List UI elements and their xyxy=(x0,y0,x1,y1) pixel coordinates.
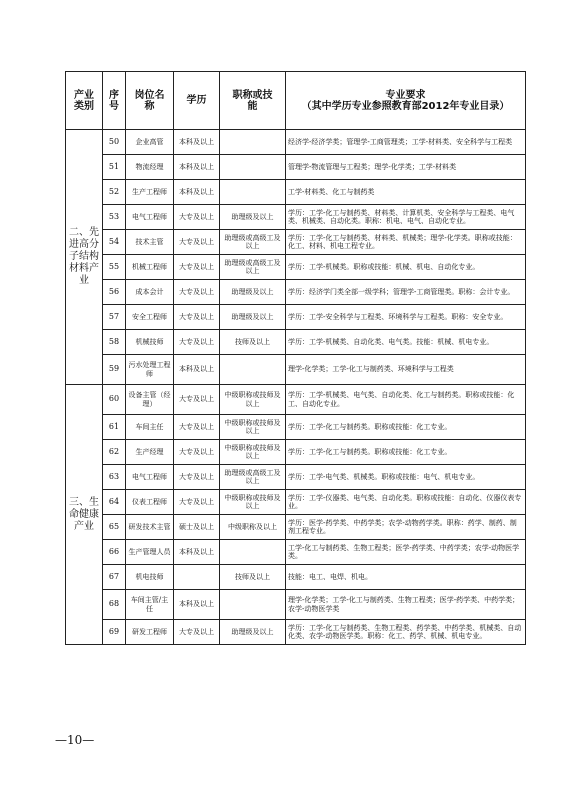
seq-cell: 68 xyxy=(103,590,126,620)
post-cell: 机械技师 xyxy=(126,330,174,355)
seq-cell: 65 xyxy=(103,515,126,540)
seq-cell: 56 xyxy=(103,280,126,305)
table-row xyxy=(66,440,526,465)
header-requirements xyxy=(286,72,526,130)
title-cell xyxy=(220,590,286,620)
requirements-cell: 学历：工学-电气类、机械类。职称或技能：电气、机电专业。 xyxy=(286,465,526,490)
requirements-cell: 技能：电工、电焊、机电。 xyxy=(286,565,526,590)
seq-cell: 52 xyxy=(103,180,126,205)
requirements-cell: 经济学-经济学类；管理学-工商管理类；工学-材料类、安全科学与工程类 xyxy=(286,130,526,155)
edu-cell: 本科及以上 xyxy=(174,590,220,620)
title-cell: 助理级及以上 xyxy=(220,205,286,230)
requirements-cell: 学历：工学-仪器类、电气类、自动化类。职称或技能：自动化、仪器仪表专业。 xyxy=(286,490,526,515)
seq-cell: 60 xyxy=(103,385,126,415)
title-cell: 中级职称或技师及以上 xyxy=(220,490,286,515)
title-cell: 技师及以上 xyxy=(220,565,286,590)
edu-cell: 本科及以上 xyxy=(174,180,220,205)
edu-cell: 大专及以上 xyxy=(174,620,220,645)
title-cell xyxy=(220,540,286,565)
title-cell: 助理级或高级工及以上 xyxy=(220,255,286,280)
table-row xyxy=(66,490,526,515)
title-cell: 助理级或高级工及以上 xyxy=(220,230,286,255)
table-row xyxy=(66,180,526,205)
seq-cell: 63 xyxy=(103,465,126,490)
edu-cell: 大专及以上 xyxy=(174,490,220,515)
edu-cell: 大专及以上 xyxy=(174,255,220,280)
table-row xyxy=(66,155,526,180)
post-cell: 生产经理 xyxy=(126,440,174,465)
edu-cell: 大专及以上 xyxy=(174,205,220,230)
edu-cell xyxy=(174,565,220,590)
table-row xyxy=(66,565,526,590)
post-cell: 企业高管 xyxy=(126,130,174,155)
table-row xyxy=(66,355,526,385)
requirements-cell: 学历：经济学门类全部一级学科；管理学-工商管理类。职称：会计专业。 xyxy=(286,280,526,305)
edu-cell: 大专及以上 xyxy=(174,465,220,490)
seq-cell: 51 xyxy=(103,155,126,180)
category-cell: 二、先进高分子结构材料产业 xyxy=(66,130,103,385)
requirements-cell: 理学-化学类；工学-化工与制药类、生物工程类；医学-药学类、中药学类；农学-动物医学类 xyxy=(286,590,526,620)
post-cell: 安全工程师 xyxy=(126,305,174,330)
table-row xyxy=(66,205,526,230)
table-row xyxy=(66,230,526,255)
post-cell: 研发工程师 xyxy=(126,620,174,645)
post-cell: 成本会计 xyxy=(126,280,174,305)
edu-cell: 大专及以上 xyxy=(174,305,220,330)
seq-cell: 53 xyxy=(103,205,126,230)
post-cell: 设备主管（经理） xyxy=(126,385,174,415)
post-cell: 物流经理 xyxy=(126,155,174,180)
title-cell: 助理级及以上 xyxy=(220,620,286,645)
post-cell: 机电技师 xyxy=(126,565,174,590)
table-row xyxy=(66,255,526,280)
title-cell xyxy=(220,180,286,205)
seq-cell: 61 xyxy=(103,415,126,440)
requirements-cell: 管理学-物流管理与工程类；理学-化学类；工学-材料类 xyxy=(286,155,526,180)
post-cell: 生产工程师 xyxy=(126,180,174,205)
post-cell: 车间主任 xyxy=(126,415,174,440)
edu-cell: 本科及以上 xyxy=(174,540,220,565)
edu-cell: 大专及以上 xyxy=(174,440,220,465)
header-title: 职称或技能 xyxy=(220,72,286,130)
edu-cell: 本科及以上 xyxy=(174,155,220,180)
table-row xyxy=(66,280,526,305)
requirements-cell: 工学-化工与制药类、生物工程类；医学-药学类、中药学类；农学-动物医学类。 xyxy=(286,540,526,565)
post-cell: 仪表工程师 xyxy=(126,490,174,515)
header-req-line2: （其中学历专业参照教育部2012年专业目录） xyxy=(301,100,510,112)
title-cell xyxy=(220,355,286,385)
title-cell xyxy=(220,155,286,180)
header-seq: 序号 xyxy=(103,72,126,130)
page-number: —10— xyxy=(55,733,95,747)
title-cell: 技师及以上 xyxy=(220,330,286,355)
table-row xyxy=(66,515,526,540)
seq-cell: 55 xyxy=(103,255,126,280)
table-row xyxy=(66,465,526,490)
title-cell: 中级职称或技师及以上 xyxy=(220,385,286,415)
header-edu: 学历 xyxy=(174,72,220,130)
requirements-cell: 学历：工学-机械类、自动化类、电气类。技能：机械、机电专业。 xyxy=(286,330,526,355)
seq-cell: 54 xyxy=(103,230,126,255)
table-row xyxy=(66,540,526,565)
title-cell xyxy=(220,130,286,155)
header-post: 岗位名称 xyxy=(126,72,174,130)
post-cell: 电气工程师 xyxy=(126,205,174,230)
table-row xyxy=(66,330,526,355)
requirements-cell: 学历：工学-化工与制药类、材料类、机械类；理学-化学类。职称或技能：化工、材料、机电工程专业。 xyxy=(286,230,526,255)
edu-cell: 大专及以上 xyxy=(174,415,220,440)
header-category: 产业类别 xyxy=(66,72,103,130)
requirements-cell: 学历：工学-机械类。职称或技能：机械、机电、自动化专业。 xyxy=(286,255,526,280)
edu-cell: 本科及以上 xyxy=(174,130,220,155)
title-cell: 中级职称或技师及以上 xyxy=(220,415,286,440)
table-row xyxy=(66,305,526,330)
seq-cell: 67 xyxy=(103,565,126,590)
post-cell: 电气工程师 xyxy=(126,465,174,490)
post-cell: 机械工程师 xyxy=(126,255,174,280)
edu-cell: 大专及以上 xyxy=(174,330,220,355)
recruitment-table xyxy=(65,71,526,645)
title-cell: 助理级及以上 xyxy=(220,305,286,330)
table-header-row xyxy=(66,72,526,130)
requirements-cell: 学历：工学-化工与制药类、材料类、计算机类、安全科学与工程类、电气类、机械类、自动化类。职称：机电、电气、自动化专业。 xyxy=(286,205,526,230)
seq-cell: 59 xyxy=(103,355,126,385)
edu-cell: 本科及以上 xyxy=(174,355,220,385)
post-cell: 研发技术主管 xyxy=(126,515,174,540)
title-cell: 助理级及以上 xyxy=(220,280,286,305)
title-cell: 中级职称及以上 xyxy=(220,515,286,540)
requirements-cell: 理学-化学类；工学-化工与制药类、环境科学与工程类 xyxy=(286,355,526,385)
post-cell: 技术主管 xyxy=(126,230,174,255)
table-row xyxy=(66,620,526,645)
seq-cell: 66 xyxy=(103,540,126,565)
requirements-cell: 学历：工学-化工与制药类。职称或技能：化工专业。 xyxy=(286,440,526,465)
edu-cell: 大专及以上 xyxy=(174,230,220,255)
seq-cell: 69 xyxy=(103,620,126,645)
edu-cell: 大专及以上 xyxy=(174,280,220,305)
seq-cell: 64 xyxy=(103,490,126,515)
post-cell: 生产管理人员 xyxy=(126,540,174,565)
table-row xyxy=(66,590,526,620)
seq-cell: 58 xyxy=(103,330,126,355)
table-row xyxy=(66,385,526,415)
post-cell: 车间主管/主任 xyxy=(126,590,174,620)
table-row xyxy=(66,130,526,155)
requirements-cell: 学历：医学-药学类、中药学类；农学-动物药学类。职称：药学、制药、制剂工程专业。 xyxy=(286,515,526,540)
table-row xyxy=(66,415,526,440)
seq-cell: 62 xyxy=(103,440,126,465)
requirements-cell: 学历：工学-化工与制药类。职称或技能：化工专业。 xyxy=(286,415,526,440)
requirements-cell: 学历：工学-化工与制药类、生物工程类、药学类、中药学类、机械类、自动化类、农学-动物医学类。职称：化工、药学、机械、机电专业。 xyxy=(286,620,526,645)
post-cell: 污水处理工程师 xyxy=(126,355,174,385)
requirements-cell: 学历：工学-机械类、电气类、自动化类、化工与制药类。职称或技能：化工、自动化专业。 xyxy=(286,385,526,415)
seq-cell: 57 xyxy=(103,305,126,330)
edu-cell: 大专及以上 xyxy=(174,385,220,415)
category-cell: 三、生命健康产业 xyxy=(66,385,103,645)
header-req-line1: 专业要求 xyxy=(385,89,426,101)
table-body xyxy=(66,130,526,645)
title-cell: 中级职称或技师及以上 xyxy=(220,440,286,465)
requirements-cell: 学历：工学-安全科学与工程类、环境科学与工程类。职称：安全专业。 xyxy=(286,305,526,330)
title-cell: 助理级或高级工及以上 xyxy=(220,465,286,490)
requirements-cell: 工学-材料类、化工与制药类 xyxy=(286,180,526,205)
seq-cell: 50 xyxy=(103,130,126,155)
edu-cell: 硕士及以上 xyxy=(174,515,220,540)
